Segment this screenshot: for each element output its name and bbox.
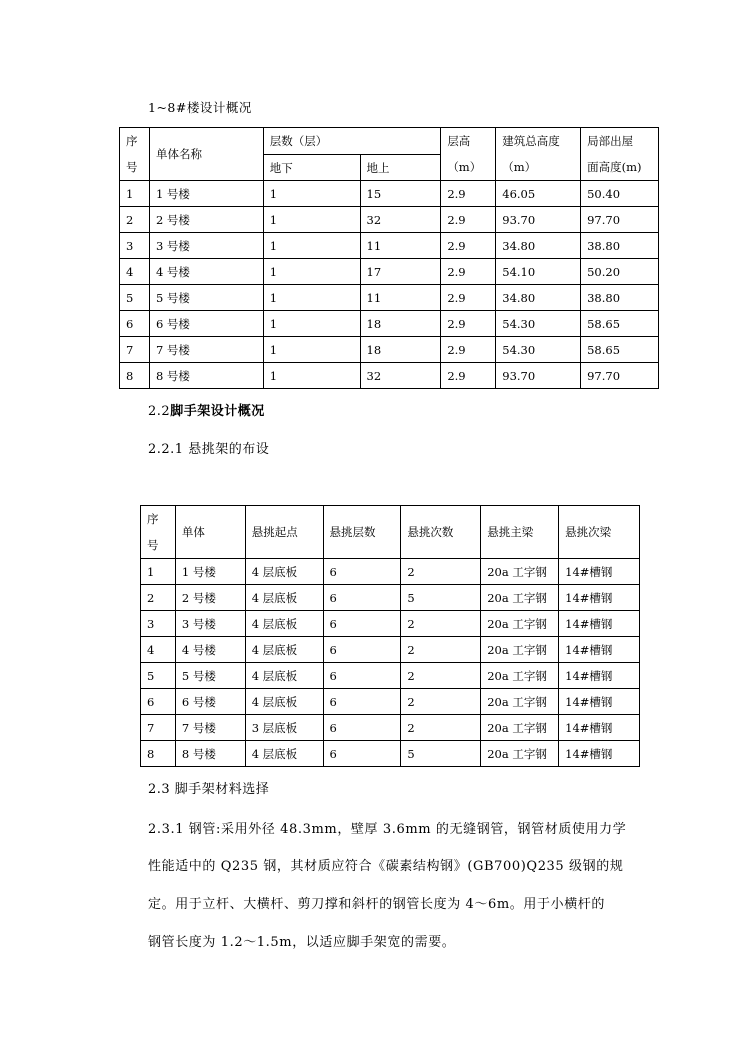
table1-cell: 1: [263, 207, 360, 233]
header-partial-height-line2: 面高度(m): [587, 160, 642, 174]
table2-cell: 4 层底板: [245, 585, 323, 611]
table1-cell: 11: [360, 285, 441, 311]
table2-cell: 2: [401, 559, 481, 585]
table2-cell: 2: [141, 585, 176, 611]
table1-cell: 4: [120, 259, 150, 285]
table2-cell: 14#槽钢: [559, 559, 640, 585]
table1-cell: 54.30: [496, 337, 581, 363]
header-partial-height: [581, 128, 659, 181]
header-total-height-line1: 建筑总高度: [502, 134, 560, 148]
t2-header-seq-line2: 号: [147, 538, 159, 552]
table1-cell: 34.80: [496, 285, 581, 311]
table1-cell: 1: [263, 363, 360, 389]
table1-cell: 2.9: [441, 207, 496, 233]
table1-cell: 8 号楼: [149, 363, 263, 389]
table2-cell: 1 号楼: [175, 559, 245, 585]
table2-cell: 2: [401, 663, 481, 689]
table2-cell: 4 层底板: [245, 741, 323, 767]
table2-row: [141, 611, 640, 637]
table2-cell: 7 号楼: [175, 715, 245, 741]
table1-row: [120, 363, 659, 389]
table2-cell: 14#槽钢: [559, 637, 640, 663]
header-below-ground: 地下: [263, 155, 360, 181]
table2-cell: 14#槽钢: [559, 663, 640, 689]
table1-cell: 97.70: [581, 363, 659, 389]
table1-cell: 50.20: [581, 259, 659, 285]
table2-cell: 4 层底板: [245, 559, 323, 585]
table1-caption: 1~8#楼设计概况: [148, 100, 252, 115]
header-building-name: 单体名称: [149, 128, 263, 181]
table1-row: [120, 285, 659, 311]
table2-cell: 14#槽钢: [559, 689, 640, 715]
t2-header-secondary-beam: 悬挑次梁: [559, 506, 640, 559]
table1-cell: 50.40: [581, 181, 659, 207]
table2-cell: 5 号楼: [175, 663, 245, 689]
table2-row: [141, 715, 640, 741]
table2-cell: 6: [323, 741, 401, 767]
header-floor-height-line1: 层高: [447, 134, 471, 148]
table2-row: [141, 741, 640, 767]
table1-cell: 2.9: [441, 337, 496, 363]
table2-cell: 20a 工字钢: [481, 663, 559, 689]
table2-cell: 4 层底板: [245, 637, 323, 663]
table2-cell: 6: [323, 585, 401, 611]
paragraph-line-3: 定。用于立杆、大横杆、剪刀撑和斜杆的钢管长度为 4～6m。用于小横杆的: [148, 897, 606, 912]
table1-cell: 11: [360, 233, 441, 259]
t2-header-seq-line1: 序: [147, 512, 159, 526]
table2-cell: 4 号楼: [175, 637, 245, 663]
table1-cell: 58.65: [581, 311, 659, 337]
table1-cell: 58.65: [581, 337, 659, 363]
table2-cell: 3 号楼: [175, 611, 245, 637]
t2-header-layers: 悬挑层数: [323, 506, 401, 559]
table1-cell: 2.9: [441, 233, 496, 259]
table1-cell: 32: [360, 207, 441, 233]
header-seq: [120, 128, 150, 181]
paragraph-line-4: 钢管长度为 1.2～1.5m，以适应脚手架宽的需要。: [148, 935, 456, 950]
table1-cell: 5 号楼: [149, 285, 263, 311]
table2-cell: 5: [401, 585, 481, 611]
section-2-2-1-heading: 2.2.1 悬挑架的布设: [148, 442, 270, 457]
table1-cell: 1 号楼: [149, 181, 263, 207]
section-2-2-title: 脚手架设计概况: [170, 404, 265, 419]
paragraph-line-2: 性能适中的 Q235 钢，其材质应符合《碳素结构钢》(GB700)Q235 级钢的规: [148, 859, 624, 874]
header-partial-height-line1: 局部出屋: [587, 134, 634, 148]
header-seq-line2: 号: [126, 160, 138, 174]
table2-cell: 4: [141, 637, 176, 663]
table2-cell: 7: [141, 715, 176, 741]
table1-cell: 6: [120, 311, 150, 337]
section-2-2-number: 2.2: [148, 404, 171, 419]
table1-cell: 1: [263, 311, 360, 337]
table1-cell: 34.80: [496, 233, 581, 259]
table2-cell: 14#槽钢: [559, 611, 640, 637]
table2-cell: 6: [323, 715, 401, 741]
table1-cell: 93.70: [496, 363, 581, 389]
header-floor-height-line2: （m）: [447, 160, 482, 174]
table2-row: [141, 663, 640, 689]
cantilever-scaffold-table: [140, 505, 640, 767]
table1-row: [120, 207, 659, 233]
table1-row: [120, 259, 659, 285]
table1-cell: 93.70: [496, 207, 581, 233]
header-total-height-line2: （m）: [502, 160, 537, 174]
table2-cell: 14#槽钢: [559, 715, 640, 741]
header-above-ground: 地上: [360, 155, 441, 181]
table1-cell: 46.05: [496, 181, 581, 207]
table2-cell: 8: [141, 741, 176, 767]
table2-cell: 4 层底板: [245, 611, 323, 637]
table1-cell: 54.30: [496, 311, 581, 337]
table2-cell: 20a 工字钢: [481, 559, 559, 585]
table2-cell: 6: [323, 637, 401, 663]
table2-cell: 5: [401, 741, 481, 767]
table2-cell: 2: [401, 637, 481, 663]
table2-cell: 2: [401, 715, 481, 741]
table1-cell: 6 号楼: [149, 311, 263, 337]
table1-cell: 32: [360, 363, 441, 389]
table1-cell: 1: [263, 259, 360, 285]
table2-row: [141, 689, 640, 715]
table2-cell: 6: [323, 559, 401, 585]
table2-cell: 6: [323, 611, 401, 637]
table1-cell: 1: [263, 285, 360, 311]
table1-cell: 4 号楼: [149, 259, 263, 285]
table1-cell: 1: [263, 337, 360, 363]
header-seq-line1: 序: [126, 134, 138, 148]
table2-cell: 6: [323, 689, 401, 715]
header-floors: 层数（层）: [263, 128, 441, 155]
table2-cell: 20a 工字钢: [481, 611, 559, 637]
table1-cell: 2 号楼: [149, 207, 263, 233]
table2-cell: 14#槽钢: [559, 741, 640, 767]
table1-cell: 38.80: [581, 285, 659, 311]
table1-cell: 3: [120, 233, 150, 259]
table1-cell: 3 号楼: [149, 233, 263, 259]
table1-cell: 54.10: [496, 259, 581, 285]
table1-cell: 18: [360, 337, 441, 363]
table1-row: [120, 233, 659, 259]
table2-cell: 2: [401, 689, 481, 715]
table2-row: [141, 585, 640, 611]
header-total-height: [496, 128, 581, 181]
header-floor-height: [441, 128, 496, 181]
paragraph-line-1: 2.3.1 钢管:采用外径 48.3mm，壁厚 3.6mm 的无缝钢管，钢管材质使用力学: [148, 822, 627, 837]
table1-cell: 7 号楼: [149, 337, 263, 363]
table1-cell: 18: [360, 311, 441, 337]
t2-header-start: 悬挑起点: [245, 506, 323, 559]
table2-cell: 6 号楼: [175, 689, 245, 715]
table1-cell: 8: [120, 363, 150, 389]
table2-cell: 6: [323, 663, 401, 689]
table1-cell: 2.9: [441, 285, 496, 311]
table1-cell: 1: [120, 181, 150, 207]
t2-header-unit: 单体: [175, 506, 245, 559]
section-2-2-heading: [148, 400, 265, 419]
table1-cell: 5: [120, 285, 150, 311]
table2-cell: 5: [141, 663, 176, 689]
table2-cell: 8 号楼: [175, 741, 245, 767]
t2-header-main-beam: 悬挑主梁: [481, 506, 559, 559]
table2-cell: 20a 工字钢: [481, 741, 559, 767]
table2-cell: 1: [141, 559, 176, 585]
table2-row: [141, 559, 640, 585]
t2-header-times: 悬挑次数: [401, 506, 481, 559]
table2-cell: 2: [401, 611, 481, 637]
table2-cell: 3 层底板: [245, 715, 323, 741]
table1-cell: 7: [120, 337, 150, 363]
table1-row: [120, 311, 659, 337]
table1-cell: 1: [263, 181, 360, 207]
table1-cell: 2.9: [441, 181, 496, 207]
section-2-3-heading: 2.3 脚手架材料选择: [148, 782, 270, 797]
table1-row: [120, 337, 659, 363]
table1-cell: 38.80: [581, 233, 659, 259]
table1-cell: 2.9: [441, 311, 496, 337]
table2-cell: 2 号楼: [175, 585, 245, 611]
building-overview-table: [119, 127, 659, 389]
table1-cell: 17: [360, 259, 441, 285]
table2-cell: 20a 工字钢: [481, 689, 559, 715]
table2-cell: 4 层底板: [245, 689, 323, 715]
table1-cell: 2.9: [441, 259, 496, 285]
table2-cell: 20a 工字钢: [481, 715, 559, 741]
table2-cell: 20a 工字钢: [481, 585, 559, 611]
table2-cell: 20a 工字钢: [481, 637, 559, 663]
table2-cell: 6: [141, 689, 176, 715]
table1-cell: 97.70: [581, 207, 659, 233]
table1-cell: 2: [120, 207, 150, 233]
table1-row: [120, 181, 659, 207]
t2-header-seq: [141, 506, 176, 559]
table1-cell: 2.9: [441, 363, 496, 389]
table2-cell: 14#槽钢: [559, 585, 640, 611]
table1-cell: 1: [263, 233, 360, 259]
table2-cell: 4 层底板: [245, 663, 323, 689]
table2-row: [141, 637, 640, 663]
table1-cell: 15: [360, 181, 441, 207]
table2-cell: 3: [141, 611, 176, 637]
